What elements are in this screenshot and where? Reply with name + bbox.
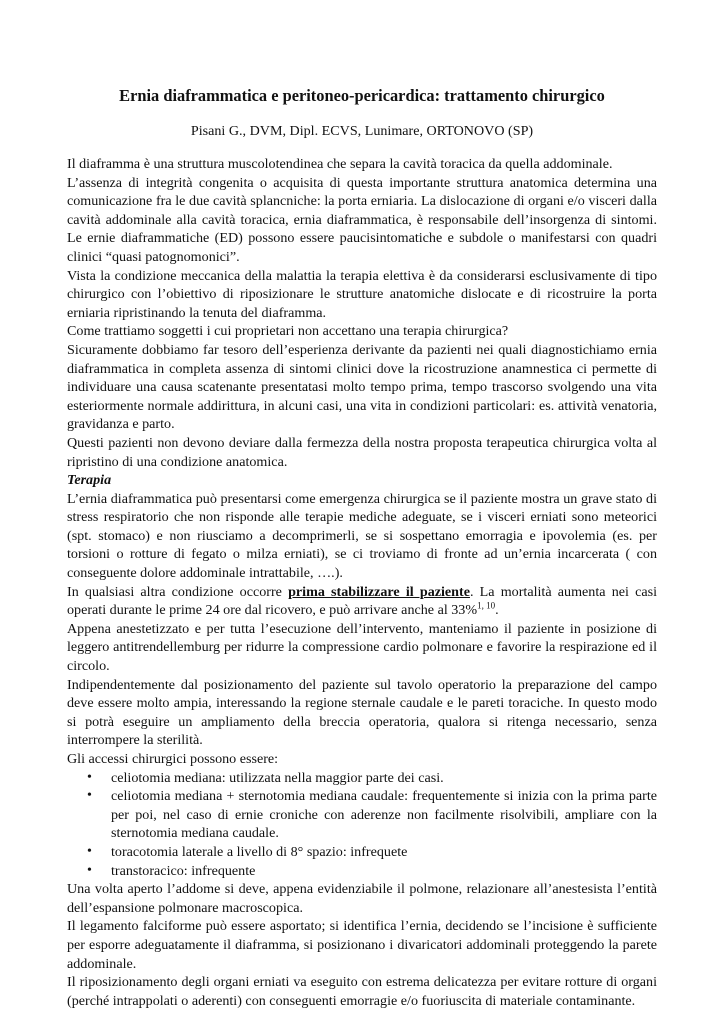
- highlighted-phrase: prima stabilizzare il paziente: [288, 583, 470, 600]
- section-heading-terapia: Terapia: [67, 472, 112, 489]
- list-item: [67, 769, 657, 788]
- document-title: Ernia diaframmatica e peritoneo-pericardica: trattamento chirurgico: [119, 86, 605, 105]
- paragraph: L’ernia diaframmatica può presentarsi come emergenza chirurgica se il paziente mostra un grave stato di stress respiratorio che non risponde alle terapie mediche adeguate, se i visceri erniati sono meteorici (spt. stomaco) e non riusciamo a decomprimerli, se si sospettano emorragia e ipovolemia (es. per torsioni o rotture di fegato o milza erniati), se ci troviamo di fronte ad un’ernia incarcerata ( con conseguente dolore addominale intrattabile, ….).: [67, 490, 657, 582]
- paragraph: Il diaframma è una struttura muscolotendinea che separa la cavità toracica da quella addominale.: [67, 156, 613, 172]
- bullet-icon: •: [87, 843, 92, 859]
- bullet-icon: •: [87, 862, 92, 878]
- paragraph: Indipendentemente dal posizionamento del paziente sul tavolo operatorio la preparazione del campo deve essere molto ampia, interessando la regione sternale caudale e le pareti toraciche. In questo modo si potrà eseguire un ampliamento della breccia operatoria, qualora si ritenga necessario, senza interrompere la sterilità.: [67, 676, 657, 749]
- surgical-access-list: [67, 769, 657, 881]
- paragraph: Questi pazienti non devono deviare dalla fermezza della nostra proposta terapeutica chirurgica volta al ripristino di una condizione anatomica.: [67, 434, 657, 470]
- paragraph: Sicuramente dobbiamo far tesoro dell’esperienza derivante da pazienti nei quali diagnostichiamo ernia diaframmatica in completa assenza di sintomi clinici dove la ricostruzione anamnestica ci permette di individuare una causa scatenante presentatasi molto tempo prima, tempo trascorso svolgendo una vita esteriormente normale addirittura, in alcuni casi, una vita in condizioni particolari: es. attività venatoria, gravidanza e parto.: [67, 341, 657, 433]
- paragraph: Appena anestetizzato e per tutta l’esecuzione dell’intervento, manteniamo il paziente in posizione di leggero antitrendellemburg per ridurre la compressione cardio polmonare e favorire la respirazione ed il circolo.: [67, 620, 657, 675]
- list-item: [67, 862, 657, 881]
- list-item-text: celiotomia mediana + sternotomia mediana caudale: frequentemente si inizia con la prima parte per poi, nel caso di ernie croniche con aderenze non facilmente risolvibili, ampliare con la sternotomia mediana caudale.: [111, 788, 657, 842]
- paragraph: Una volta aperto l’addome si deve, appena evidenziabile il polmone, relazionare all’anestesista l’entità dell’espansione polmonare macroscopica.: [67, 881, 657, 916]
- paragraph: Come trattiamo soggetti i cui proprietari non accettano una terapia chirurgica?: [67, 323, 509, 340]
- bullet-icon: •: [87, 769, 92, 785]
- text-run: In qualsiasi altra condizione occorre: [67, 583, 289, 600]
- text-run: .: [495, 602, 499, 619]
- paragraph: Il riposizionamento degli organi erniati va eseguito con estrema delicatezza per evitare rotture di organi (perché intrappolati o aderenti) con conseguenti emorragie e/o fuoriuscita di materiale contaminante.: [67, 974, 657, 1009]
- paragraph: L’assenza di integrità congenita o acquisita di questa importante struttura anatomica determina una comunicazione fra le due cavità splancniche: la porta erniaria. La dislocazione di organi e/o visceri dalla cavità addominale alla cavità toracica, ernia diaframmatica, è responsabile dell’insorgenza di sintomi. Le ernie diaframmatiche (ED) possono essere paucisintomatiche e subdole o manifestarsi con quadri clinici “quasi patognomonici”.: [67, 174, 657, 265]
- bullet-icon: •: [87, 788, 92, 804]
- document-body: [67, 155, 657, 1010]
- list-item-text: celiotomia mediana: utilizzata nella maggior parte dei casi.: [111, 769, 444, 786]
- author-line: Pisani G., DVM, Dipl. ECVS, Lunimare, ORTONOVO (SP): [190, 123, 534, 139]
- paragraph: Vista la condizione meccanica della malattia la terapia elettiva è da considerarsi esclusivamente di tipo chirurgico con l’obiettivo di riposizionare le strutture anatomiche dislocate e di ricostruire la porta erniaria ripristinando la tenuta del diaframma.: [67, 267, 657, 321]
- paragraph: Il legamento falciforme può essere asportato; si identifica l’ernia, decidendo se l’incisione è sufficiente per esporre adeguatamente il diaframma, si posizionano i divaricatori addominali proteggendo la parete addominale.: [67, 918, 657, 972]
- reference-superscript: 1, 10: [477, 600, 496, 611]
- text-run: . La mortalità aumenta nei casi operati durante le prime 24 ore dal ricovero, e può arrivare anche al 33%: [67, 583, 657, 619]
- list-item-text: transtoracico: infrequente: [111, 862, 256, 879]
- list-item-text: toracotomia laterale a livello di 8° spazio: infrequete: [111, 843, 408, 860]
- paragraph-stabilize: [67, 583, 657, 620]
- list-item: [67, 787, 657, 843]
- list-item: [67, 843, 657, 862]
- paragraph: Gli accessi chirurgici possono essere:: [67, 751, 279, 767]
